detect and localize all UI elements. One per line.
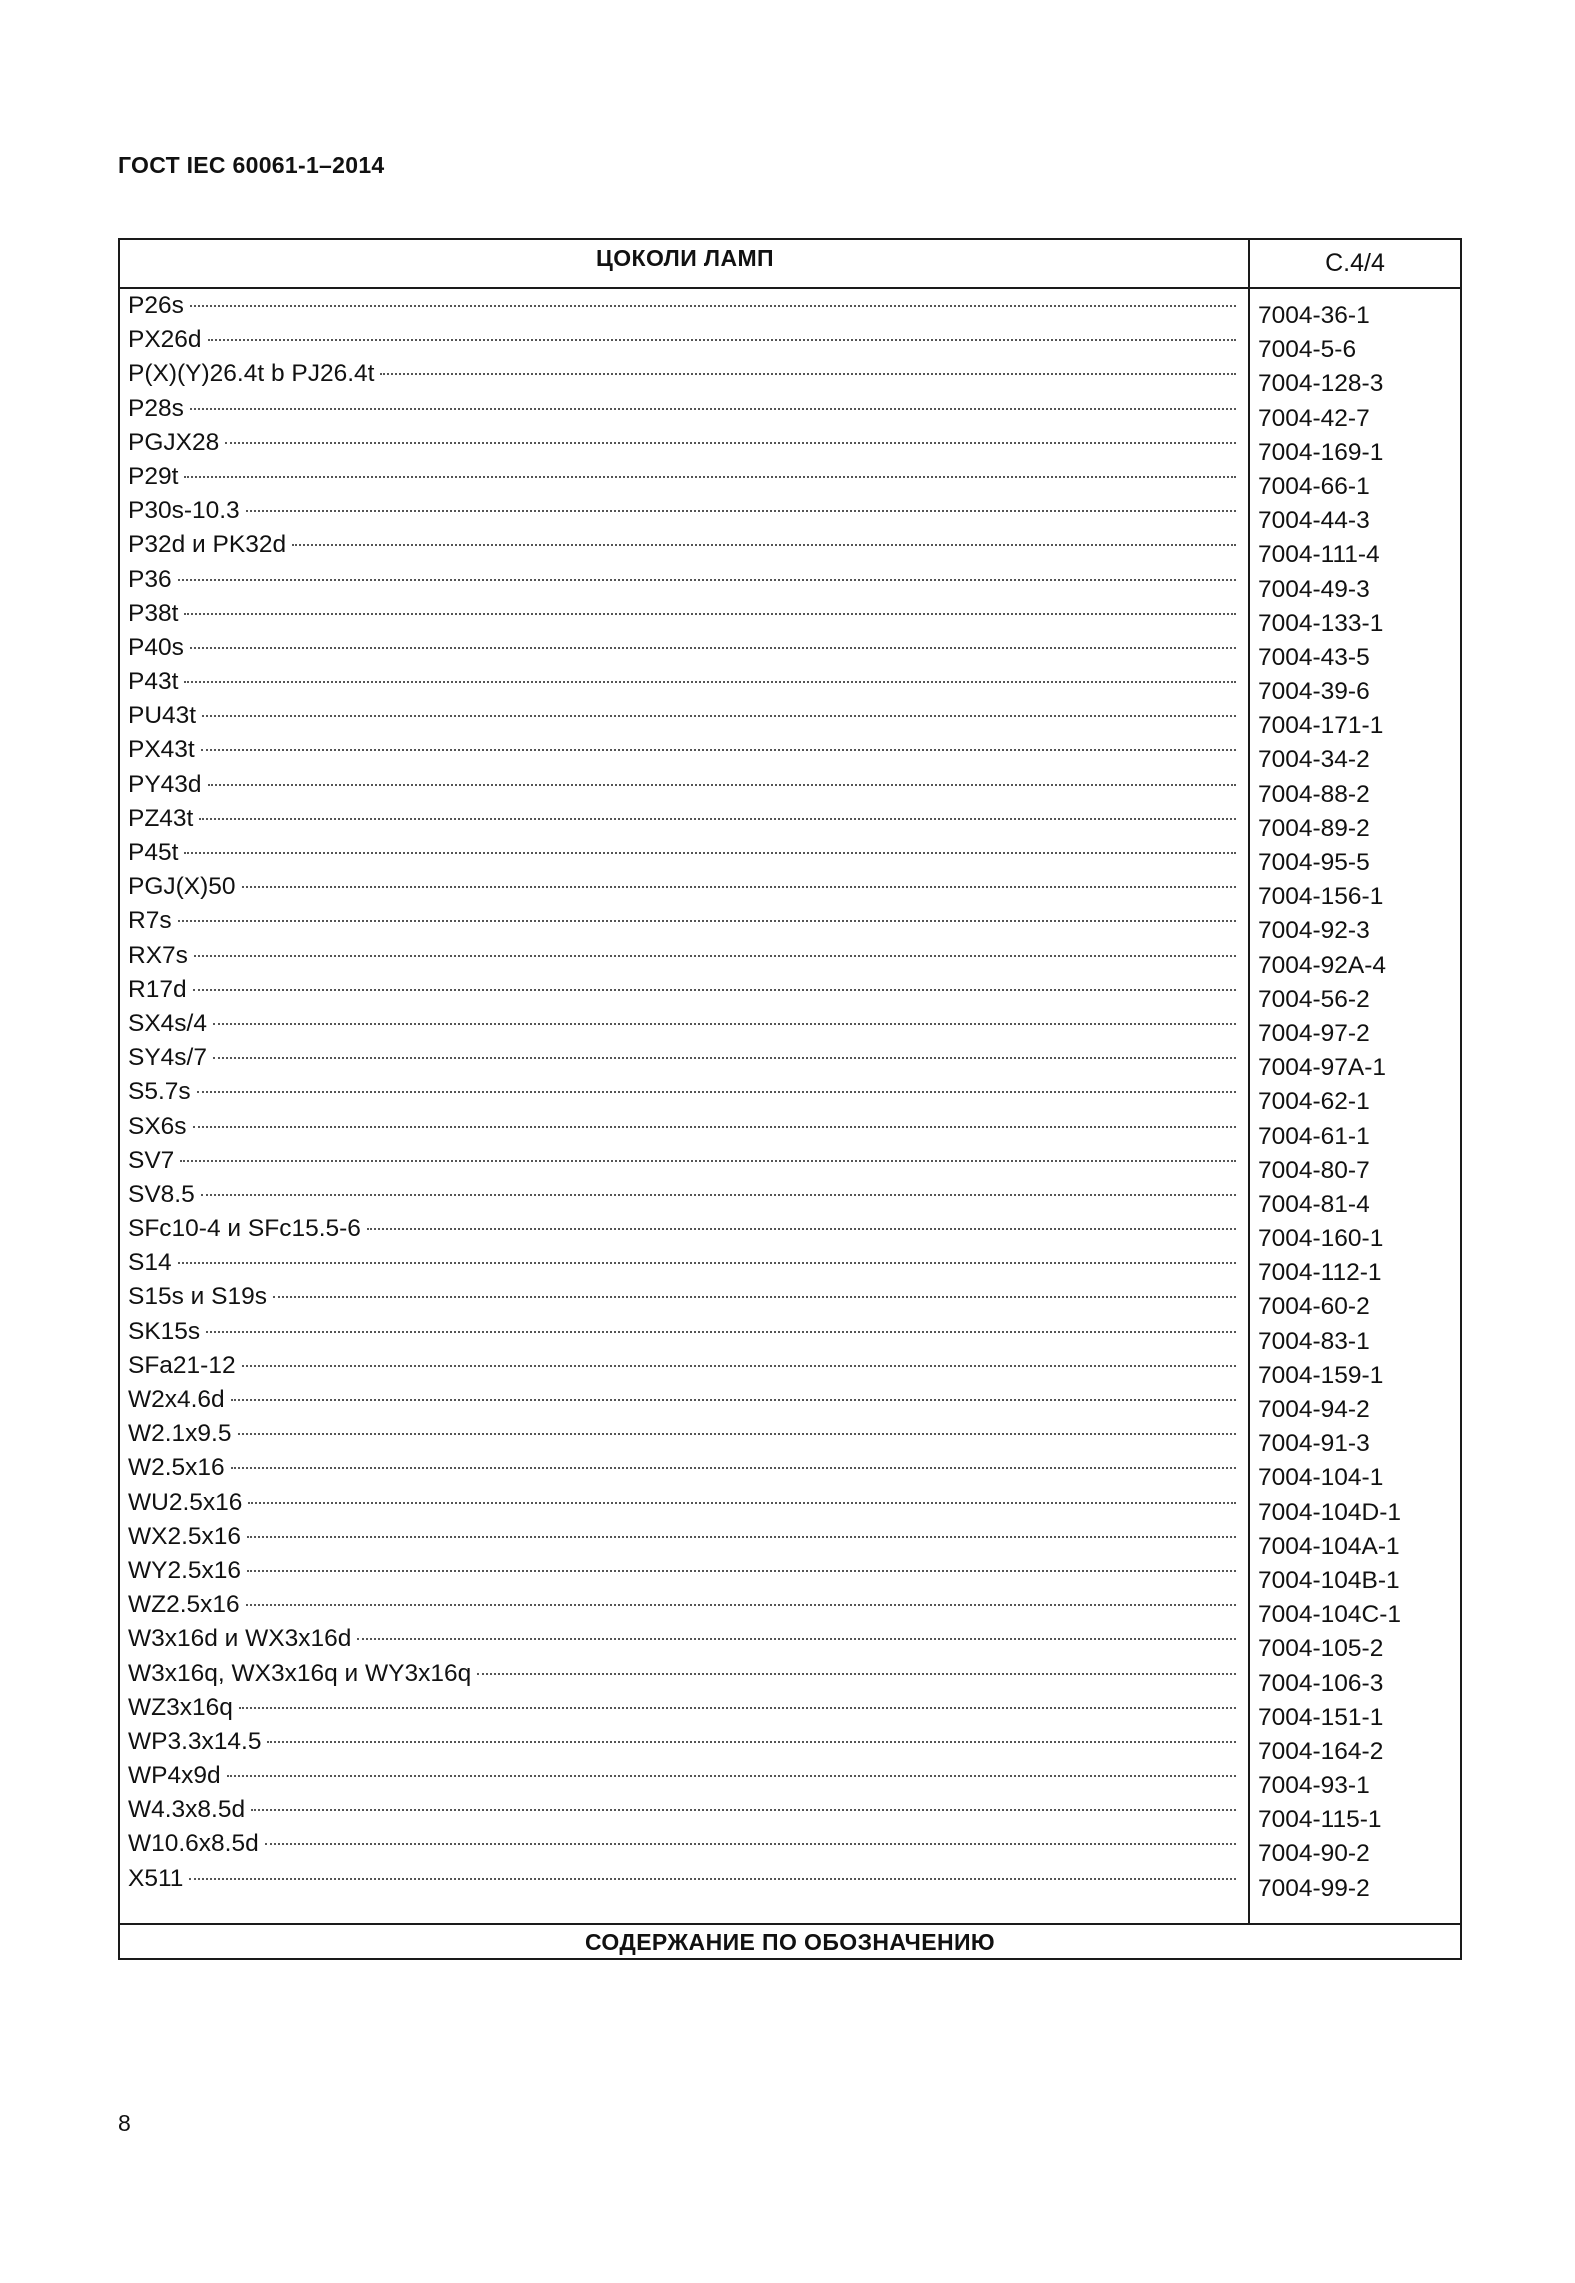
page-number: 8: [118, 2110, 131, 2136]
dot-leader: [242, 1365, 1236, 1367]
sheet-code: 7004-62-1: [1258, 1088, 1370, 1116]
dot-leader: [251, 1809, 1236, 1811]
cap-name: P(X)(Y)26.4t b PJ26.4t: [128, 360, 375, 388]
dot-leader: [367, 1228, 1236, 1230]
dot-leader: [248, 1502, 1236, 1504]
sheet-code: 7004-89-2: [1258, 814, 1370, 842]
sheet-code: 7004-104A-1: [1258, 1532, 1400, 1560]
sheet-code: 7004-88-2: [1258, 780, 1370, 808]
list-item: [128, 426, 1240, 460]
cap-name: P29t: [128, 462, 179, 490]
sheet-code: 7004-39-6: [1258, 678, 1370, 706]
list-item: [128, 733, 1240, 767]
cap-name: SK15s: [128, 1317, 201, 1345]
cap-name: W10.6x8.5d: [128, 1830, 259, 1858]
list-item: [128, 699, 1240, 733]
table-title: ЦОКОЛИ ЛАМП: [596, 245, 774, 271]
list-item: [128, 1178, 1240, 1212]
cap-name: WX2.5x16: [128, 1522, 242, 1550]
cap-name: R17d: [128, 975, 187, 1003]
dot-leader: [189, 1878, 1236, 1880]
dot-leader: [208, 339, 1236, 341]
dot-leader: [213, 1023, 1236, 1025]
sheet-code: 7004-112-1: [1258, 1259, 1382, 1287]
sheet-code: 7004-104C-1: [1258, 1601, 1402, 1629]
cap-name: SX6s: [128, 1112, 187, 1140]
dot-leader: [178, 920, 1236, 922]
sheet-code: 7004-105-2: [1258, 1635, 1384, 1663]
cap-name: W3x16q, WX3x16q и WY3x16q: [128, 1659, 472, 1687]
list-item: [128, 939, 1240, 973]
sheet-code: 7004-104B-1: [1258, 1566, 1400, 1594]
cap-name: PX43t: [128, 736, 195, 764]
cap-name: PGJ(X)50: [128, 873, 236, 901]
sheet-code: 7004-42-7: [1258, 404, 1370, 432]
cap-name: X511: [128, 1864, 184, 1892]
cap-name: P32d и PK32d: [128, 531, 287, 559]
sheet-code: 7004-164-2: [1258, 1737, 1384, 1765]
dot-leader: [184, 681, 1236, 683]
sheet-code: 7004-151-1: [1258, 1703, 1384, 1731]
sheet-code: 7004-93-1: [1258, 1772, 1370, 1800]
sheet-code: 7004-43-5: [1258, 643, 1370, 671]
cap-name: SV7: [128, 1146, 175, 1174]
list-item: [128, 1075, 1240, 1109]
dot-leader: [247, 1536, 1236, 1538]
dot-leader: [246, 1604, 1236, 1606]
sheet-code: 7004-128-3: [1258, 370, 1384, 398]
list-item: [128, 460, 1240, 494]
dot-leader: [247, 1570, 1236, 1572]
dot-leader: [193, 989, 1236, 991]
list-item: [128, 1041, 1240, 1075]
cap-name: S14: [128, 1249, 172, 1277]
list-item: [128, 1246, 1240, 1280]
list-item: [128, 1212, 1240, 1246]
dot-leader: [190, 647, 1236, 649]
dot-leader: [213, 1057, 1236, 1059]
cap-name: P38t: [128, 599, 179, 627]
list-item: [128, 1383, 1240, 1417]
dot-leader: [227, 1775, 1236, 1777]
dot-leader: [265, 1843, 1236, 1845]
cap-name: WP3.3x14.5: [128, 1727, 262, 1755]
cap-name: PU43t: [128, 702, 197, 730]
sheet-code: 7004-94-2: [1258, 1396, 1370, 1423]
cap-name: P30s-10.3: [128, 497, 240, 525]
list-item: [128, 1827, 1240, 1861]
dot-leader: [273, 1296, 1236, 1298]
dot-leader: [194, 955, 1236, 957]
sheet-code: 7004-49-3: [1258, 575, 1370, 603]
sheet-code: 7004-97-2: [1258, 1019, 1370, 1047]
list-item: [128, 802, 1240, 836]
cap-name: P26s: [128, 292, 184, 319]
sheet-code: 7004-99-2: [1258, 1874, 1370, 1902]
list-item: [128, 1007, 1240, 1041]
cap-name: PGJX28: [128, 428, 220, 456]
dot-leader: [225, 442, 1236, 444]
cap-name: S15s и S19s: [128, 1283, 267, 1311]
dot-leader: [246, 510, 1236, 512]
sheet-code: 7004-56-2: [1258, 985, 1370, 1013]
list-item: [128, 1315, 1240, 1349]
column-divider: [1248, 240, 1250, 1923]
list-item: [128, 836, 1240, 870]
cap-name: R7s: [128, 907, 172, 935]
table-page-ref: С.4/4: [1325, 249, 1385, 277]
sheet-code: 7004-106-3: [1258, 1669, 1384, 1697]
cap-name: SX4s/4: [128, 1009, 207, 1037]
list-item: [128, 1862, 1240, 1896]
sheet-code: 7004-36-1: [1258, 302, 1370, 329]
sheet-code: 7004-90-2: [1258, 1840, 1370, 1868]
sheet-code: 7004-169-1: [1258, 438, 1384, 466]
sheet-code: 7004-5-6: [1258, 336, 1357, 364]
cap-name: S5.7s: [128, 1078, 191, 1106]
dot-leader: [239, 1707, 1236, 1709]
dot-leader: [178, 1262, 1236, 1264]
dot-leader: [208, 784, 1236, 786]
cap-name: W4.3x8.5d: [128, 1796, 246, 1824]
dot-leader: [184, 476, 1236, 478]
list-item: [128, 1144, 1240, 1178]
list-item: [128, 1657, 1240, 1691]
list-item: [128, 1759, 1240, 1793]
cap-name: P36: [128, 565, 172, 593]
dot-leader: [190, 408, 1236, 410]
sheet-code: 7004-61-1: [1258, 1122, 1370, 1150]
table-footer: СОДЕРЖАНИЕ ПО ОБОЗНАЧЕНИЮ: [120, 1923, 1460, 1960]
list-item: [128, 973, 1240, 1007]
dot-leader: [193, 1126, 1236, 1128]
cap-name: P45t: [128, 839, 179, 866]
cap-name: WU2.5x16: [128, 1488, 243, 1516]
cap-names-column: [128, 289, 1240, 1896]
list-item: [128, 665, 1240, 699]
sheet-code: 7004-104D-1: [1258, 1498, 1402, 1526]
list-item: [128, 1280, 1240, 1314]
dot-leader: [242, 886, 1236, 888]
sheet-code: 7004-171-1: [1258, 712, 1384, 740]
sheet-code: 7004-159-1: [1258, 1361, 1384, 1389]
list-item: [128, 1554, 1240, 1588]
list-item: [128, 1349, 1240, 1383]
list-item: [128, 1520, 1240, 1554]
sheet-code: 7004-34-2: [1258, 746, 1370, 774]
dot-leader: [357, 1638, 1236, 1640]
table-header-row: [120, 240, 1460, 289]
list-item: [128, 323, 1240, 357]
dot-leader: [178, 579, 1236, 581]
dot-leader: [202, 715, 1236, 717]
dot-leader: [197, 1091, 1236, 1093]
list-item: [128, 1622, 1240, 1656]
cap-name: WZ3x16q: [128, 1693, 233, 1721]
list-item: [128, 494, 1240, 528]
list-item: [128, 392, 1240, 426]
cap-name: SFa21-12: [128, 1351, 236, 1379]
dot-leader: [477, 1673, 1236, 1675]
sheet-code: 7004-83-1: [1258, 1327, 1370, 1355]
sheet-code: 7004-81-4: [1258, 1190, 1370, 1218]
list-item: [128, 1725, 1240, 1759]
cap-name: WY2.5x16: [128, 1556, 242, 1584]
list-item: [128, 357, 1240, 391]
cap-name: SV8.5: [128, 1180, 195, 1208]
cap-name: W2.1x9.5: [128, 1420, 232, 1448]
sheet-code: 7004-91-3: [1258, 1430, 1370, 1458]
list-item: [128, 768, 1240, 802]
cap-name: RX7s: [128, 941, 188, 969]
list-item: [128, 1451, 1240, 1485]
cap-name: WZ2.5x16: [128, 1591, 240, 1619]
sheet-code: 7004-60-2: [1258, 1293, 1370, 1321]
sheet-codes-column: [1258, 299, 1458, 1906]
dot-leader: [380, 373, 1236, 375]
cap-name: PX26d: [128, 326, 202, 354]
cap-name: P43t: [128, 668, 179, 696]
sheet-code: 7004-133-1: [1258, 609, 1384, 637]
list-item: [128, 1588, 1240, 1622]
cap-name: W2.5x16: [128, 1454, 225, 1482]
cap-name: W2x4.6d: [128, 1386, 225, 1413]
sheet-code: 7004-111-4: [1258, 541, 1380, 569]
cap-name: SY4s/7: [128, 1044, 207, 1072]
dot-leader: [199, 818, 1236, 820]
list-item: [128, 289, 1240, 323]
dot-leader: [201, 749, 1236, 751]
sheet-code: 7004-104-1: [1258, 1464, 1384, 1492]
sheet-code: 7004-95-5: [1258, 849, 1370, 876]
dot-leader: [292, 544, 1236, 546]
dot-leader: [184, 613, 1236, 615]
sheet-code: 7004-156-1: [1258, 883, 1384, 911]
list-item: [128, 1417, 1240, 1451]
sheet-code: 7004-160-1: [1258, 1225, 1384, 1253]
dot-leader: [267, 1741, 1236, 1743]
list-item: [128, 1793, 1240, 1827]
sheet-code: 7004-92-3: [1258, 917, 1370, 945]
sheet-code: 7004-66-1: [1258, 472, 1370, 500]
cap-name: PY43d: [128, 770, 202, 798]
dot-leader: [180, 1160, 1236, 1162]
cap-name: WP4x9d: [128, 1762, 221, 1790]
sheet-code: 7004-92A-4: [1258, 951, 1387, 979]
list-item: [128, 904, 1240, 938]
sheet-code: 7004-97A-1: [1258, 1054, 1387, 1082]
dot-leader: [201, 1194, 1236, 1196]
dot-leader: [231, 1399, 1236, 1401]
dot-leader: [231, 1467, 1236, 1469]
list-item: [128, 1110, 1240, 1144]
sheet-code: 7004-80-7: [1258, 1156, 1370, 1184]
dot-leader: [206, 1331, 1236, 1333]
sheet-code: 7004-115-1: [1258, 1806, 1382, 1834]
dot-leader: [190, 305, 1236, 307]
cap-name: P40s: [128, 633, 184, 661]
list-item: [128, 631, 1240, 665]
lamp-caps-table: [118, 238, 1462, 1960]
cap-name: W3x16d и WX3x16d: [128, 1625, 352, 1653]
list-item: [128, 1486, 1240, 1520]
sheet-code: 7004-44-3: [1258, 507, 1370, 535]
list-item: [128, 1691, 1240, 1725]
cap-name: SFc10-4 и SFc15.5-6: [128, 1215, 361, 1243]
cap-name: P28s: [128, 394, 184, 422]
document-header: ГОСТ IEC 60061-1–2014: [118, 152, 385, 178]
list-item: [128, 563, 1240, 597]
dot-leader: [238, 1433, 1237, 1435]
dot-leader: [184, 852, 1236, 854]
list-item: [128, 597, 1240, 631]
list-item: [128, 528, 1240, 562]
cap-name: PZ43t: [128, 804, 194, 832]
list-item: [128, 870, 1240, 904]
